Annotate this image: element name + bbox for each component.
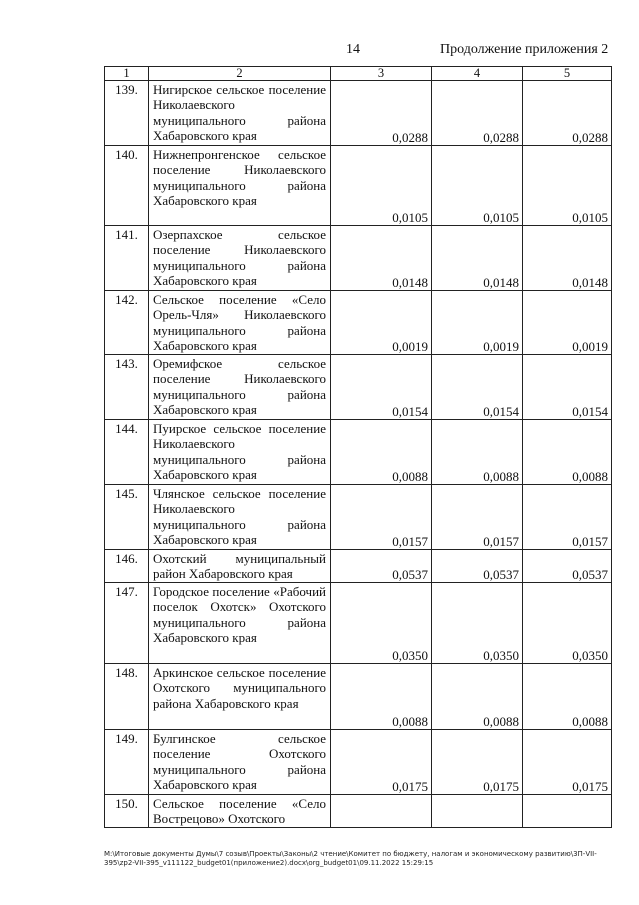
row-number: 145. [105,485,149,550]
municipality-name: Городское поселение «Рабочий поселок Охотск» Охотского муниципального района Хабаровского края [149,583,331,664]
municipality-name: Члянское сельское поселение Николаевского муниципального района Хабаровского края [149,485,331,550]
row-number: 144. [105,420,149,485]
municipality-name: Пуирское сельское поселение Николаевского муниципального района Хабаровского края [149,420,331,485]
value-col4: 0,0019 [432,291,523,355]
value-col5: 0,0537 [523,550,612,583]
value-col4: 0,0537 [432,550,523,583]
table-row [105,550,612,583]
table-row [105,664,612,730]
column-header: 1 [105,67,149,81]
municipality-name: Сельское поселение «Село Вострецово» Охотского [149,795,331,828]
row-number: 149. [105,730,149,795]
value-col3: 0,0088 [331,420,432,485]
value-col4: 0,0154 [432,355,523,420]
column-header: 4 [432,67,523,81]
value-col3: 0,0154 [331,355,432,420]
value-col5: 0,0148 [523,226,612,291]
municipality-name: Нижнепронгенское сельское поселение Николаевского муниципального района Хабаровского края [149,146,331,226]
municipality-name: Нигирское сельское поселение Николаевского муниципального района Хабаровского края [149,81,331,146]
value-col5: 0,0088 [523,664,612,730]
value-col3: 0,0019 [331,291,432,355]
value-col4: 0,0175 [432,730,523,795]
table-row [105,81,612,146]
value-col5: 0,0105 [523,146,612,226]
value-col3: 0,0537 [331,550,432,583]
row-number: 139. [105,81,149,146]
table-row [105,730,612,795]
municipality-name: Оремифское сельское поселение Николаевского муниципального района Хабаровского края [149,355,331,420]
value-col5: 0,0154 [523,355,612,420]
value-col5: 0,0019 [523,291,612,355]
value-col3 [331,795,432,828]
table-row [105,795,612,828]
value-col4: 0,0350 [432,583,523,664]
column-header: 3 [331,67,432,81]
value-col3: 0,0157 [331,485,432,550]
municipality-name: Булгинское сельское поселение Охотского муниципального района Хабаровского края [149,730,331,795]
municipality-name: Аркинское сельское поселение Охотского муниципального района Хабаровского края [149,664,331,730]
value-col3: 0,0288 [331,81,432,146]
table-row [105,420,612,485]
value-col3: 0,0105 [331,146,432,226]
value-col4: 0,0088 [432,420,523,485]
row-number: 142. [105,291,149,355]
row-number: 148. [105,664,149,730]
document-file-path: M:\Итоговые документы Думы\7 созыв\Проекты\Законы\2 чтение\Комитет по бюджету, налогам и экономическому развитию\3П-VII-395\zp2-VII-395_v111122_budget01(приложение2).docx\org_budget01\09.11.2022 15:29:15 [104,850,597,867]
value-col5: 0,0157 [523,485,612,550]
municipality-name: Сельское поселение «Село Орель-Чля» Николаевского муниципального района Хабаровского края [149,291,331,355]
row-number: 150. [105,795,149,828]
row-number: 146. [105,550,149,583]
value-col4: 0,0288 [432,81,523,146]
table-row [105,355,612,420]
allocation-table [104,66,612,828]
value-col5: 0,0350 [523,583,612,664]
table-row [105,485,612,550]
column-header: 2 [149,67,331,81]
value-col4: 0,0157 [432,485,523,550]
row-number: 143. [105,355,149,420]
value-col4: 0,0088 [432,664,523,730]
municipality-name: Охотский муниципальный район Хабаровского края [149,550,331,583]
municipality-name: Озерпахское сельское поселение Николаевского муниципального района Хабаровского края [149,226,331,291]
value-col5: 0,0088 [523,420,612,485]
value-col3: 0,0088 [331,664,432,730]
value-col5 [523,795,612,828]
table-row [105,583,612,664]
column-header: 5 [523,67,612,81]
table-row [105,291,612,355]
table-row [105,226,612,291]
column-header-row [105,67,612,81]
page-number: 14 [346,42,360,57]
value-col5: 0,0288 [523,81,612,146]
row-number: 147. [105,583,149,664]
value-col3: 0,0350 [331,583,432,664]
value-col4: 0,0148 [432,226,523,291]
value-col4 [432,795,523,828]
value-col3: 0,0175 [331,730,432,795]
value-col3: 0,0148 [331,226,432,291]
appendix-continuation: Продолжение приложения 2 [440,42,609,57]
value-col5: 0,0175 [523,730,612,795]
table-row [105,146,612,226]
value-col4: 0,0105 [432,146,523,226]
row-number: 140. [105,146,149,226]
row-number: 141. [105,226,149,291]
